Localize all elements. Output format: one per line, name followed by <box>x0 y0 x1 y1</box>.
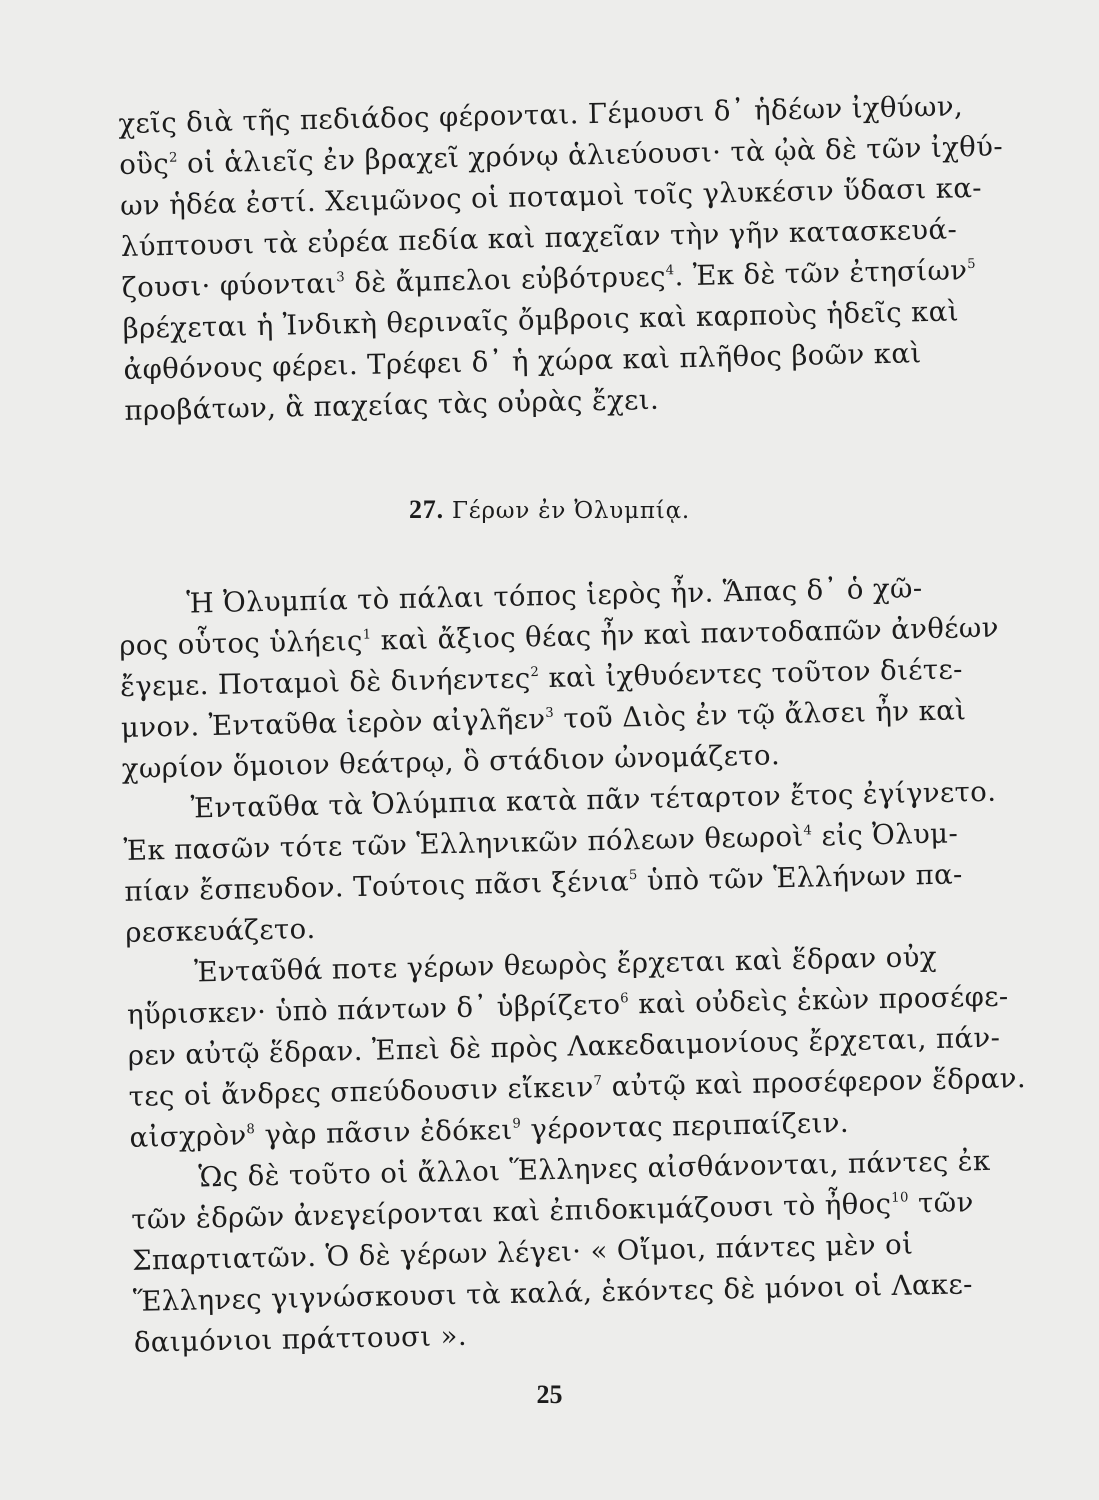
footnote-marker: 6 <box>620 991 630 1007</box>
line-text: Ἡ Ὀλυμπία τὸ πάλαι τόπος ἱερὸς ἦν. Ἅπας δ᾿ ὁ χῶ- <box>186 572 923 620</box>
line-text: δαιμόνιοι πράττουσι ». <box>133 1319 468 1359</box>
section-heading <box>0 495 1099 525</box>
line-text: προβάτων, ἃ παχείας τὰς οὐρὰς ἔχει. <box>124 383 660 427</box>
line-text: . Ἐκ δὲ τῶν ἐτησίων <box>674 254 968 293</box>
line-text: χεῖς διὰ τῆς πεδιάδος φέρονται. Γέμουσι δ᾿ ἡδέων ἰχθύων, <box>118 90 964 140</box>
line-text: χωρίον ὅμοιον θεάτρῳ, ὃ στάδιον ὠνομάζετο. <box>121 739 781 785</box>
line-text: ζουσι· φύονται <box>121 267 337 304</box>
line-text: βρέχεται ἡ Ἰνδικὴ θεριναῖς ὄμβροις καὶ καρποὺς ἡδεῖς καὶ <box>122 295 960 345</box>
main-text <box>118 567 1027 1364</box>
line-text: Ἐνταῦθά ποτε γέρων θεωρὸς ἔρχεται καὶ ἕδραν οὐχ <box>193 940 938 989</box>
footnote-marker: 5 <box>628 867 638 884</box>
line-text: ἀφθόνους φέρει. Τρέφει δ᾿ ἡ χώρα καὶ πλῆθος βοῶν καὶ <box>123 337 922 386</box>
line-text: ἔγεμε. Ποταμοὶ δὲ δινήεντες <box>119 662 531 703</box>
footnote-marker: 2 <box>530 664 540 681</box>
line-text: τῶν <box>908 1186 974 1220</box>
line-text: καὶ ἄξιος θέας ἦν καὶ παντοδαπῶν ἀνθέων <box>371 611 1000 657</box>
line-text: τῶν ἑδρῶν ἀνεγείρονται καὶ ἐπιδοκιμάζουσι τὸ ἦθος <box>130 1187 892 1236</box>
line-text: αἰσχρὸν <box>129 1119 247 1154</box>
footnote-marker: 3 <box>336 270 346 286</box>
line-text: ων ἡδέα ἐστί. Χειμῶνος οἱ ποταμοὶ τοῖς γλυκέσιν ὕδασι κα- <box>119 171 983 222</box>
line-text: καὶ ἰχθυόεντες τοῦτον διέτε- <box>539 653 964 695</box>
line-text: οὓς <box>118 147 170 181</box>
line-text: καὶ οὐδεὶς ἑκὼν προσέφε- <box>628 980 1009 1021</box>
line-text: λύπτουσι τὰ εὐρέα πεδία καὶ παχεῖαν τὴν γῆν κατασκευά- <box>120 213 958 263</box>
section-title: Γέρων ἐν Ὀλυμπίᾳ. <box>452 498 691 524</box>
line-text: τες οἱ ἄνδρες σπεύδουσιν εἴκειν <box>128 1071 595 1113</box>
footnote-marker: 10 <box>891 1190 909 1206</box>
footnote-marker: 3 <box>545 705 555 721</box>
line-text: γὰρ πᾶσιν ἐδόκει <box>255 1113 513 1152</box>
line-text: μνον. Ἐνταῦθα ἱερὸν αἰγλῆεν <box>120 703 546 744</box>
line-text: οἱ ἁλιεῖς ἐν βραχεῖ χρόνῳ ἁλιεύουσι· τὰ ᾠὰ δὲ τῶν ἰχθύ- <box>177 130 1004 180</box>
footnote-marker: 2 <box>168 150 178 166</box>
footnote-marker: 4 <box>803 823 813 839</box>
line-text: Ἐκ πασῶν τότε τῶν Ἑλληνικῶν πόλεων θεωροὶ <box>123 820 804 867</box>
footnote-marker: 8 <box>246 1122 256 1138</box>
line-text: Ἐνταῦθα τὰ Ὀλύμπια κατὰ πᾶν τέταρτον ἔτος ἐγίγνετο. <box>190 775 997 825</box>
footnote-marker: 4 <box>665 263 675 279</box>
line-text: εἰς Ὀλυμ- <box>812 817 959 853</box>
line-text: τοῦ Διὸς ἐν τῷ ἄλσει ἦν καὶ <box>553 694 967 735</box>
line-text: ὑπὸ τῶν Ἑλλήνων πα- <box>637 858 964 898</box>
line-text: ρεσκευάζετο. <box>124 912 316 949</box>
line-text: γέροντας περιπαίζειν. <box>520 1106 850 1146</box>
page-number: 25 <box>536 1380 563 1409</box>
footnote-marker: 1 <box>362 627 372 643</box>
line-text: Ἕλληνες γιγνώσκουσι τὰ καλά, ἑκόντες δὲ μόνοι οἱ Λακε- <box>132 1268 974 1318</box>
section-number: 27. <box>408 495 444 524</box>
line-text: ρεν αὐτῷ ἕδραν. Ἐπεὶ δὲ πρὸς Λακεδαιμονίους ἔρχεται, πάν- <box>127 1021 1001 1072</box>
footnote-marker: 5 <box>967 256 977 273</box>
line-text: ρος οὗτος ὑλήεις <box>118 624 364 662</box>
footnote-marker: 7 <box>593 1073 603 1089</box>
line-text: αὐτῷ καὶ προσέφερον ἕδραν. <box>602 1062 1027 1103</box>
line-text: Σπαρτιατῶν. Ὁ δὲ γέρων λέγει· « Οἴμοι, πάντες μὲν οἱ <box>131 1228 914 1277</box>
footnote-marker: 9 <box>512 1116 522 1132</box>
line-text: Ὡς δὲ τοῦτο οἱ ἄλλοι Ἕλληνες αἰσθάνονται, πάντες ἐκ <box>198 1144 991 1194</box>
line-text: πίαν ἔσπευδον. Τούτοις πᾶσι ξένια <box>124 865 630 908</box>
top-paragraph <box>118 86 1004 432</box>
line-text: δὲ ἄμπελοι εὐβότρυες <box>344 260 667 300</box>
line-text: ηὕρισκεν· ὑπὸ πάντων δ᾿ ὑβρίζετο <box>126 988 621 1031</box>
